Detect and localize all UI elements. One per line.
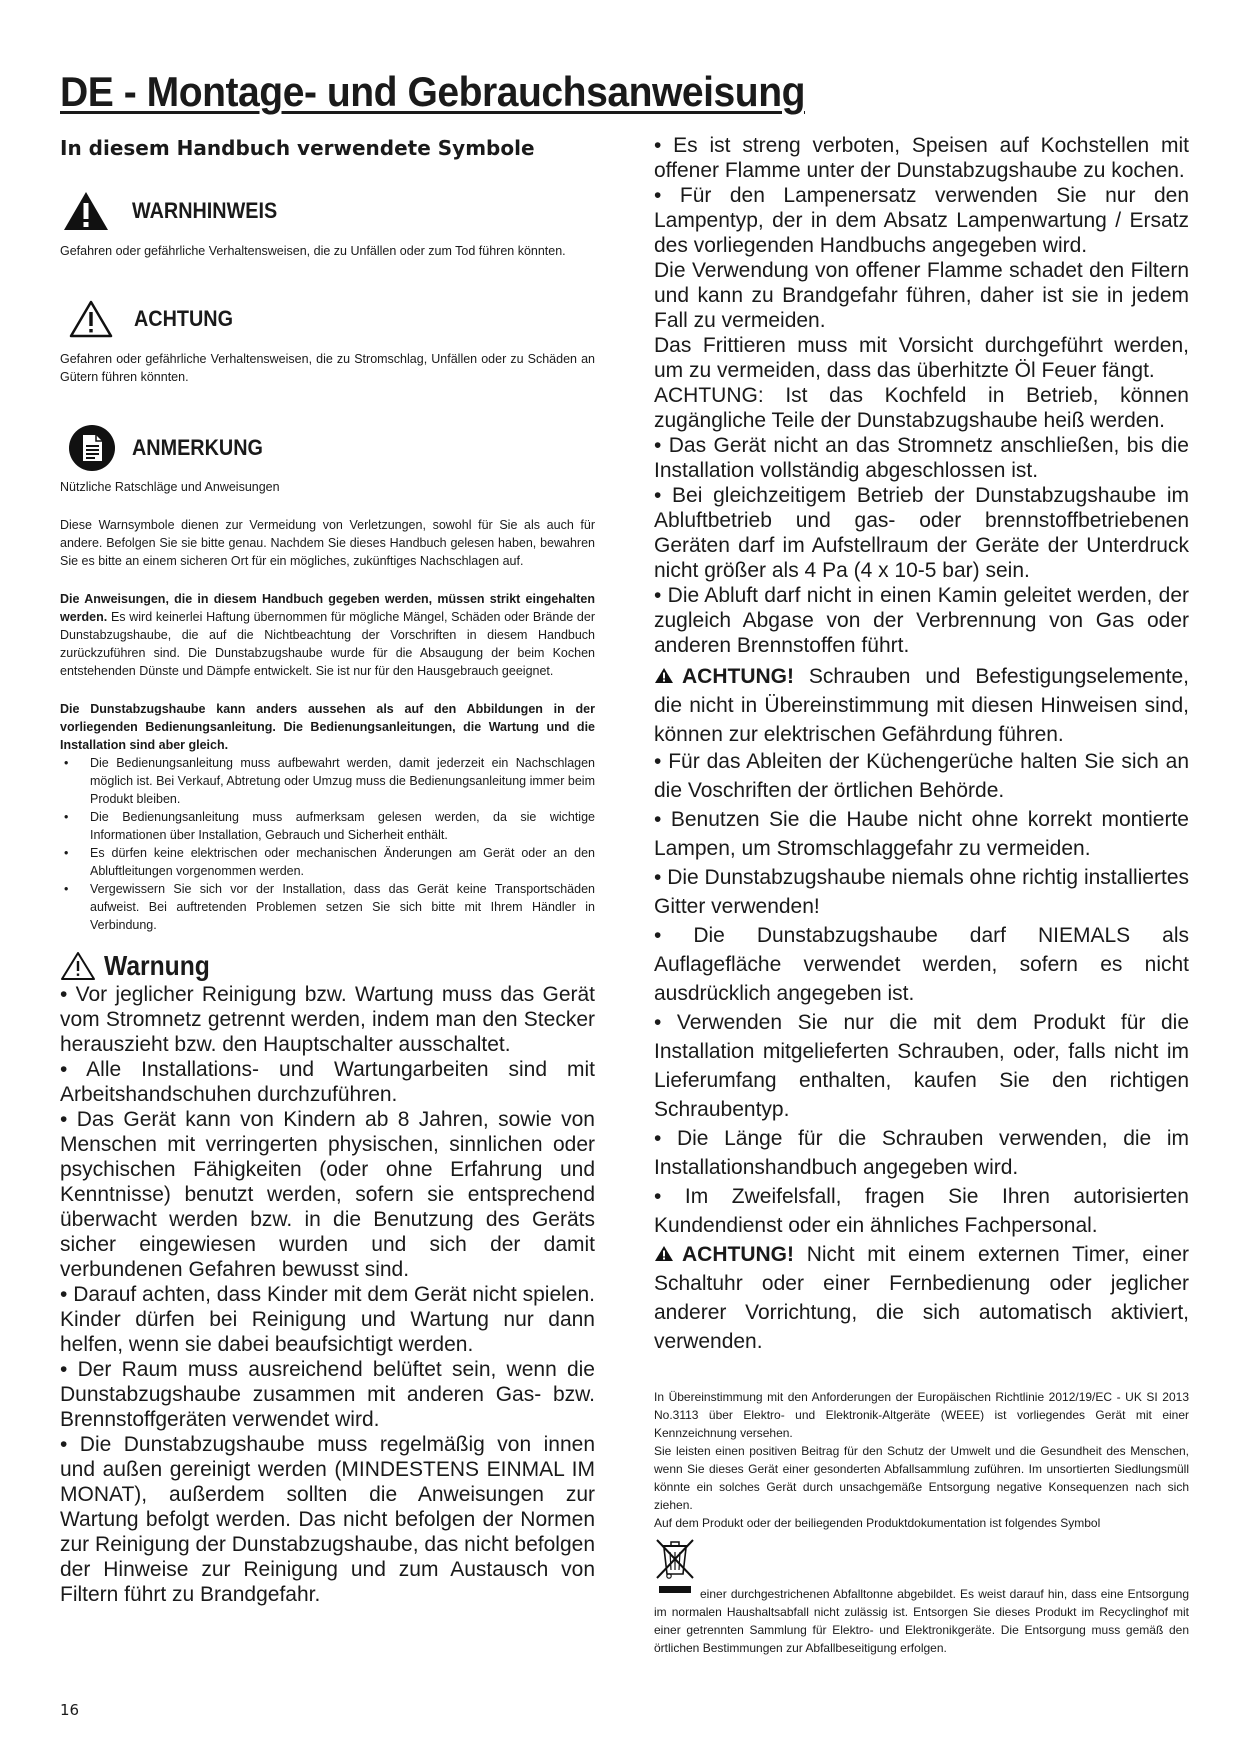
achtung-text: Gefahren oder gefährliche Verhaltensweisen, die zu Stromschlag, Unfällen oder zu Schäden an Gütern führen könnten. (60, 352, 595, 384)
anmerkung-label: ANMERKUNG (132, 435, 263, 460)
anmerkung-text: Nützliche Ratschläge und Anweisungen (60, 480, 280, 494)
instructions-paragraph (60, 590, 595, 680)
left-column (60, 136, 595, 1607)
warnhinweis-header (62, 186, 595, 236)
safety-paragraph: • Es ist streng verboten, Speisen auf Kochstellen mit offener Flamme unter der Dunstabzugshaube zu kochen. (654, 134, 1189, 182)
safety-bullet-list (60, 754, 595, 934)
warning-filled-triangle-icon (62, 190, 110, 232)
weee-paragraph: Auf dem Produkt oder der beiliegenden Produktdokumentation ist folgendes Symbol (654, 1516, 1101, 1530)
safety-paragraph: • Verwenden Sie nur die mit dem Produkt für die Installation mitgelieferten Schrauben, oder, falls nicht im Lieferumfang enthalten, kaufen Sie den richtigen Schraubentyp. (654, 1011, 1189, 1121)
warnung-paragraph: • Das Gerät kann von Kindern ab 8 Jahren, sowie von Menschen mit verringerten physischen, sinnlichen oder psychischen Fähigkeiten (oder ohne Erfahrung und Kenntnisse) benutzt werden, sofern sie entsprechend überwacht werden bzw. in die Benutzung des Geräts sicher eingewiesen wurden und sich der damit verbundenen Gefahren bewusst sind. (60, 1108, 595, 1281)
warnhinweis-label: WARNHINWEIS (132, 198, 278, 223)
list-item: • Die Bedienungsanleitung muss aufmerksam gelesen werden, da sie wichtige Informationen über Installation, Gebrauch und Sicherheit enthält. (60, 808, 595, 844)
weee-paragraph: einer durchgestrichenen Abfalltonne abgebildet. Es weist darauf hin, dass eine Entsorgung im normalen Haushaltsabfall nicht zulässig ist. Entsorgen Sie dieses Produkt im Recyclinghof mit einer getrennten Sammlung für Elektro- und Elektronikgeräte. Die Entsorgung muss gemäß den örtlichen Bestimmungen zur Abfallbeseitigung erfolgen. (654, 1587, 1189, 1655)
anmerkung-header (68, 420, 595, 476)
achtung-screws-text: Schrauben und Befestigungselemente, die nicht in Übereinstimmung mit diesen Hinweisen sind, können zur elektrischen Gefährdung führen. (654, 665, 1189, 746)
safety-paragraph: Die Verwendung von offener Flamme schadet den Filtern und kann zu Brandgefahr führen, daher ist sie in jedem Fall zu vermeiden. (654, 259, 1189, 332)
note-document-icon (68, 424, 116, 472)
compact-paragraphs (654, 133, 1189, 658)
warnung-paragraph: • Alle Installations- und Wartungarbeiten sind mit Arbeitshandschuhen durchzuführen. (60, 1058, 595, 1106)
warnung-paragraph: • Vor jeglicher Reinigung bzw. Wartung muss das Gerät vom Stromnetz getrennt werden, indem man den Stecker herauszieht bzw. den Hauptschalter ausschaltet. (60, 983, 595, 1056)
intro-text: Diese Warnsymbole dienen zur Vermeidung von Verletzungen, sowohl für Sie als auch für andere. Befolgen Sie sie bitte genau. Nachdem Sie dieses Handbuch gelesen haben, bewahren Sie es bitte an einem sicheren Ort für ein mögliches, zukünftiges Nachschlagen auf. (60, 518, 595, 568)
warnung-paragraph: • Die Dunstabzugshaube muss regelmäßig von innen und außen gereinigt werden (MINDESTENS EINMAL IM MONAT), außerdem sollten die Anweisungen zur Wartung befolgt werden. Das nicht befolgen der Normen zur Reinigung der Dunstabzugshaube, das nicht befolgen der Hinweise zur Reinigung und zum Austausch von Filtern führt zu Brandgefahr. (60, 1433, 595, 1606)
achtung-timer-label: ACHTUNG! (682, 1243, 794, 1266)
page-title: DE - Montage- und Gebrauchsanweisung (60, 68, 805, 115)
weee-paragraph: In Übereinstimmung mit den Anforderungen der Europäischen Richtlinie 2012/19/EC - UK SI 2013 No.3113 über Elektro- und Elektronik-Altgeräte (WEEE) ist vorliegendes Gerät mit einer Kennzeichnung versehen. (654, 1390, 1189, 1440)
safety-paragraph: • Für den Lampenersatz verwenden Sie nur den Lampentyp, der in dem Absatz Lampenwartung / Ersatz des vorliegenden Handbuchs angegeben wird. (654, 184, 1189, 257)
warning-filled-triangle-icon (654, 1245, 674, 1262)
safety-paragraph: • Für das Ableiten der Küchengerüche halten Sie sich an die Voschriften der örtlichen Behörde. (654, 750, 1189, 802)
instructions-bold: Die Anweisungen, die in diesem Handbuch gegeben werden, müssen strikt eingehalten werden. (60, 592, 595, 624)
warnung-paragraph: • Der Raum muss ausreichend belüftet sein, wenn die Dunstabzugshaube zusammen mit anderen Gas- bzw. Brennstoffgeräten verwendet wird. (60, 1358, 595, 1431)
achtung-timer-paragraph (654, 1240, 1189, 1356)
right-column (654, 133, 1189, 1657)
safety-paragraph: • Die Länge für die Schrauben verwenden, die im Installationshandbuch angegeben wird. (654, 1127, 1189, 1179)
page-number: 16 (60, 1701, 80, 1719)
safety-paragraph: • Im Zweifelsfall, fragen Sie Ihren autorisierten Kundendienst oder ein ähnliches Fachpersonal. (654, 1185, 1189, 1237)
safety-paragraph: • Bei gleichzeitigem Betrieb der Dunstabzugshaube im Abluftbetrieb und gas- oder brennstoffbetriebenen Geräten darf im Aufstellraum der Geräte der Unterdruck nicht größer als 4 Pa (4 x 10-5 bar) sein. (654, 484, 1189, 582)
warnung-body (60, 982, 595, 1607)
achtung-label: ACHTUNG (134, 306, 233, 331)
warnhinweis-text: Gefahren oder gefährliche Verhaltensweisen, die zu Unfällen oder zum Tod führen könnten. (60, 244, 566, 258)
list-item: • Es dürfen keine elektrischen oder mechanischen Änderungen am Gerät oder an den Abluftleitungen vorgenommen werden. (60, 844, 595, 880)
symbols-heading: In diesem Handbuch verwendete Symbole (60, 136, 535, 160)
safety-paragraph: • Die Dunstabzugshaube darf NIEMALS als Auflagefläche verwendet werden, sofern es nicht ausdrücklich angegeben ist. (654, 924, 1189, 1005)
weee-section (654, 1388, 1189, 1657)
warning-outline-triangle-icon (68, 299, 114, 339)
safety-paragraph: • Die Dunstabzugshaube niemals ohne richtig installiertes Gitter verwenden! (654, 866, 1189, 918)
appearance-bold: Die Dunstabzugshaube kann anders aussehen als auf den Abbildungen in der vorliegenden Bedienungsanleitung. Die Bedienungsanleitungen, die Wartung und die Installation sind aber gleich. (60, 702, 595, 752)
instructions-rest: Es wird keinerlei Haftung übernommen für mögliche Mängel, Schäden oder Brände der Dunstabzugshaube, die auf die Nichtbeachtung der Vorschriften in diesem Handbuch zurückzuführen sind. Die Dunstabzugshaube wurde für die Absaugung der beim Kochen entstehenden Dünste und Dämpfe entwickelt. Sie ist nur für den Hausgebrauch geeignet. (60, 610, 595, 678)
achtung-screws-paragraph (654, 662, 1189, 749)
wide-paragraphs (654, 747, 1189, 1240)
list-item: • Vergewissern Sie sich vor der Installation, dass das Gerät keine Transportschäden aufweist. Bei auftretenden Problemen setzen Sie sich bitte mit Ihrem Händler in Verbindung. (60, 880, 595, 934)
warnung-label: Warnung (104, 950, 210, 981)
weee-paragraph: Sie leisten einen positiven Beitrag für den Schutz der Umwelt und die Gesundheit des Menschen, wenn Sie dieses Gerät einer gesonderten Abfallsammlung zuführen. Im unsortierten Siedlungsmüll könnte ein solches Gerät durch unsachgemäße Entsorgung negative Konsequenzen nach sich ziehen. (654, 1444, 1189, 1512)
safety-paragraph: • Die Abluft darf nicht in einen Kamin geleitet werden, der zugleich Abgase von der Verbrennung von Gas oder anderen Brennstoffen führt. (654, 584, 1189, 657)
warning-filled-triangle-icon (654, 667, 674, 684)
safety-paragraph: • Das Gerät nicht an das Stromnetz anschließen, bis die Installation vollständig abgeschlossen ist. (654, 434, 1189, 482)
safety-paragraph: • Benutzen Sie die Haube nicht ohne korrekt montierte Lampen, um Stromschlaggefahr zu vermeiden. (654, 808, 1189, 860)
crossed-out-bin-icon (654, 1536, 696, 1594)
list-item: • Die Bedienungsanleitung muss aufbewahrt werden, damit jederzeit ein Nachschlagen möglich ist. Bei Verkauf, Abtretung oder Umzug muss die Bedienungsanleitung immer beim Produkt bleiben. (60, 754, 595, 808)
achtung-timer-text: Nicht mit einem externen Timer, einer Schaltuhr oder einer Fernbedienung oder jeglicher anderer Vorrichtung, die sich automatisch aktiviert, verwenden. (654, 1243, 1189, 1353)
safety-paragraph: ACHTUNG: Ist das Kochfeld in Betrieb, können zugängliche Teile der Dunstabzugshaube heiß werden. (654, 384, 1189, 432)
achtung-header (68, 294, 595, 344)
warnung-header (60, 948, 595, 984)
appearance-paragraph (60, 700, 595, 754)
achtung-screws-label: ACHTUNG! (682, 665, 794, 688)
safety-paragraph: Das Frittieren muss mit Vorsicht durchgeführt werden, um zu vermeiden, dass das überhitzte Öl Feuer fängt. (654, 334, 1189, 382)
warning-outline-triangle-icon (60, 951, 96, 981)
warnung-paragraph: • Darauf achten, dass Kinder mit dem Gerät nicht spielen. Kinder dürfen bei Reinigung und Wartung nur dann helfen, wenn sie dabei beaufsichtigt werden. (60, 1283, 595, 1356)
